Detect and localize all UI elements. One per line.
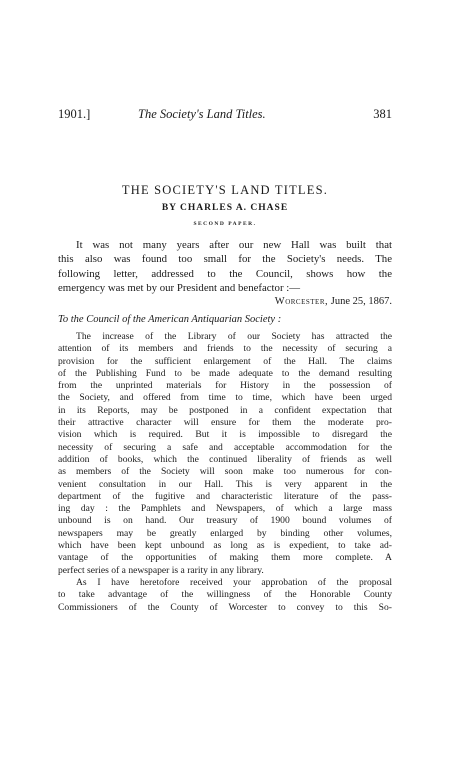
letter-line: in its Reports, may be postponed in a confident expectation that	[58, 404, 392, 416]
intro-line: following letter, addressed to the Council, shows how the	[58, 267, 392, 280]
letter-line: ing day : the Pamphlets and Newspapers, of which a large mass	[58, 503, 392, 515]
letter-line: attention of its members and friends to the necessity of securing a	[58, 343, 392, 355]
letter-line: The increase of the Library of our Society has attracted the	[76, 331, 392, 342]
dateline-place: Worcester,	[274, 296, 329, 307]
letter-line: department of the fugitive and characteristic literature of the pass-	[58, 490, 392, 502]
dateline-date: June 25, 1867.	[330, 296, 392, 307]
byline: BY CHARLES A. CHASE	[161, 203, 289, 213]
paper-label: SECOND PAPER.	[193, 221, 257, 227]
intro-line: It was not many years after our new Hall was built that	[76, 239, 392, 251]
letter-dateline	[58, 296, 392, 307]
letter-line: addition of books, which the continued liberality of friends as well	[58, 453, 392, 465]
running-head-title: The Society's Land Titles.	[138, 107, 266, 121]
intro-paragraph	[58, 238, 392, 295]
letter-line: unbound is on hand. Our treasury of 1900 bound volumes of	[58, 515, 392, 527]
letter-line: vision which is required. But it is impossible to disregard the	[58, 429, 392, 441]
letter-line: newspapers may be greatly enlarged by binding other volumes,	[58, 527, 392, 539]
letter-line: As I have heretofore received your approbation of the proposal	[76, 576, 392, 588]
letter-line: as members of the Society will soon make too numerous for con-	[58, 466, 392, 478]
letter-line: which have been kept unbound as long as is expedient, to take ad-	[58, 540, 392, 552]
running-head	[58, 107, 392, 123]
letter-line: of the Publishing Fund to be made adequate to the demand resulting	[58, 367, 392, 379]
letter-line: their attractive character will ensure for them the moderate pro-	[58, 417, 392, 429]
running-head-year: 1901.]	[58, 107, 91, 121]
letter-line: Commissioners of the County of Worcester to convey to this So-	[58, 601, 392, 613]
letter-line: venient consultation in our Hall. This is very apparent in the	[58, 478, 392, 490]
letter-line: the Society, and offered from time to time, which have been urged	[58, 392, 392, 404]
letter-line: to take advantage of the willingness of the Honorable County	[58, 589, 392, 601]
letter-line: necessity of securing a safe and acceptable accommodation for the	[58, 441, 392, 453]
letter-body	[58, 331, 392, 614]
letter-line: provision for the sufficient enlargement of the Hall. The claims	[58, 355, 392, 367]
letter-line: perfect series of a newspaper is a rarity in any library.	[58, 564, 264, 576]
page-number: 381	[373, 107, 392, 121]
letter-line: from the unprinted materials for History in the possession of	[58, 380, 392, 392]
letter-line: vantage of the opportunities of making them more complete. A	[58, 552, 392, 564]
intro-line: emergency was met by our President and benefactor :—	[58, 281, 301, 294]
article-title: THE SOCIETY'S LAND TITLES.	[121, 183, 329, 197]
intro-line: this also was found too small for the Society's needs. The	[58, 253, 392, 266]
letter-salutation: To the Council of the American Antiquarian Society :	[58, 314, 282, 325]
